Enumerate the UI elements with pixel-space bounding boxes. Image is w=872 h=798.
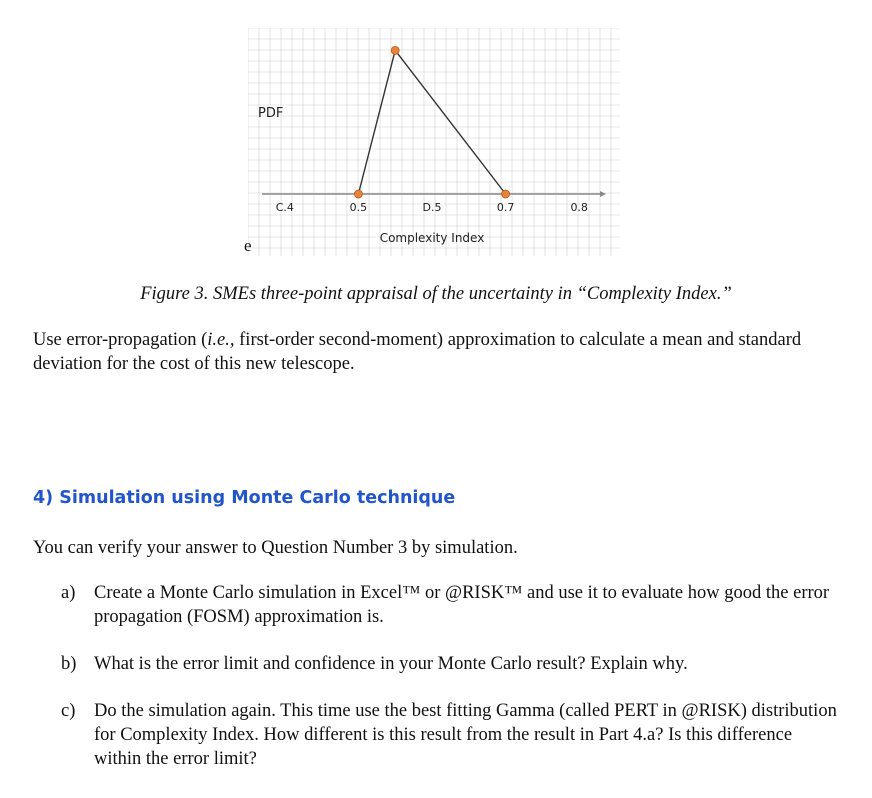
x-tick-label: 0.8 <box>570 201 588 214</box>
list-marker: b) <box>61 654 77 674</box>
y-axis-label: PDF <box>258 106 284 121</box>
x-tick-label: 0.5 <box>349 201 368 214</box>
pdf-points <box>354 46 509 198</box>
x-axis-label: Complexity Index <box>379 231 485 245</box>
pdf-point <box>391 46 399 54</box>
complexity-index-chart <box>248 28 620 256</box>
x-axis-arrow <box>600 191 606 197</box>
x-tick-labels <box>276 201 588 214</box>
intro-paragraph <box>33 328 833 376</box>
pdf-point <box>354 190 362 198</box>
chart-grid <box>248 28 620 256</box>
figure-caption: Figure 3. SMEs three-point appraisal of the uncertainty in “Complexity Index.” <box>140 284 732 304</box>
x-tick-label: D.5 <box>422 201 442 214</box>
list-text: Do the simulation again. This time use the best fitting Gamma (called PERT in @RISK) distribution for Complexity Index. How different is this result from the result in Part 4.a? Is this difference within the error limit? <box>94 701 837 769</box>
list-marker: c) <box>61 701 76 721</box>
list-marker: a) <box>61 583 76 603</box>
intro-text-2: first-order second-moment) approximation to calculate a mean and standard deviation for the cost of this new telescope. <box>33 330 802 374</box>
verify-paragraph: You can verify your answer to Question Number 3 by simulation. <box>33 538 518 558</box>
stray-character: e <box>244 236 252 255</box>
intro-ie: i.e., <box>207 330 235 350</box>
list-text: Create a Monte Carlo simulation in Excel™ or @RISK™ and use it to evaluate how good the error propagation (FOSM) approximation is. <box>94 583 830 627</box>
intro-text-1: Use error-propagation ( <box>33 330 208 350</box>
section-heading: 4) Simulation using Monte Carlo technique <box>33 488 456 508</box>
list-text: What is the error limit and confidence in your Monte Carlo result? Explain why. <box>94 654 688 674</box>
pdf-point <box>502 190 510 198</box>
x-tick-label: C.4 <box>275 201 294 214</box>
pdf-chart-svg <box>248 28 620 256</box>
x-tick-label: 0.7 <box>496 201 515 214</box>
